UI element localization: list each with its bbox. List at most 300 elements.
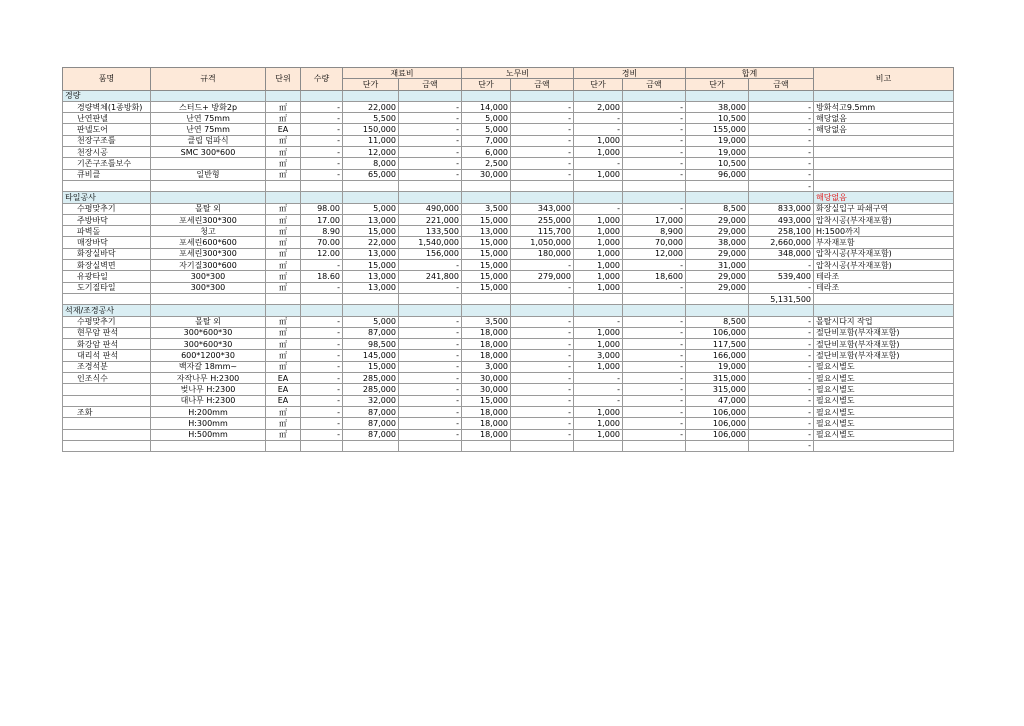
cell-item[interactable]: 매장바닥 (63, 237, 151, 248)
cell-expense-unit-price[interactable]: 1,000 (574, 135, 623, 146)
cell-qty[interactable]: - (301, 147, 343, 158)
header-material[interactable]: 재료비 (343, 68, 462, 79)
section-title[interactable]: 석재/조경공사 (63, 305, 151, 316)
cell-labor-amount[interactable]: - (511, 406, 574, 417)
cell-item[interactable]: 기존구조틀보수 (63, 158, 151, 169)
cell-material-amount[interactable]: 156,000 (399, 248, 462, 259)
cell-expense-unit-price[interactable]: - (574, 373, 623, 384)
cell-item[interactable] (63, 429, 151, 440)
cell-spec[interactable]: 600*1200*30 (151, 350, 266, 361)
cell-total-unit-price[interactable]: 10,500 (686, 113, 749, 124)
cell-note[interactable]: 절단비포함(부자재포함) (814, 350, 954, 361)
cell-unit[interactable]: ㎡ (266, 101, 301, 112)
cell-material-amount[interactable]: - (399, 373, 462, 384)
cell-material-unit-price[interactable]: 15,000 (343, 361, 399, 372)
cell-unit[interactable]: ㎡ (266, 361, 301, 372)
cell-labor-unit-price[interactable]: 5,000 (462, 113, 511, 124)
cell-total-amount[interactable]: - (749, 418, 814, 429)
cell-unit[interactable]: ㎡ (266, 158, 301, 169)
cell-qty[interactable]: - (301, 406, 343, 417)
empty-cell[interactable] (343, 305, 399, 316)
cell-material-unit-price[interactable]: 5,000 (343, 203, 399, 214)
empty-cell[interactable] (266, 192, 301, 203)
cell-total-amount[interactable]: - (749, 282, 814, 293)
cell-material-unit-price[interactable]: 87,000 (343, 327, 399, 338)
cell-expense-unit-price[interactable]: 1,000 (574, 260, 623, 271)
cell-expense-amount[interactable]: - (623, 113, 686, 124)
cell-total-amount[interactable]: 2,660,000 (749, 237, 814, 248)
cell-unit[interactable]: ㎡ (266, 418, 301, 429)
cell-note[interactable] (814, 158, 954, 169)
cell-total-unit-price[interactable]: 29,000 (686, 226, 749, 237)
empty-cell[interactable] (151, 192, 266, 203)
cell-labor-amount[interactable]: - (511, 429, 574, 440)
empty-cell[interactable] (511, 305, 574, 316)
cell-expense-unit-price[interactable]: - (574, 384, 623, 395)
cell-note[interactable]: 필요시별도 (814, 418, 954, 429)
empty-cell[interactable] (462, 180, 511, 191)
cell-spec[interactable]: H:300mm (151, 418, 266, 429)
empty-cell[interactable] (399, 305, 462, 316)
cell-note[interactable] (814, 169, 954, 180)
cell-expense-amount[interactable]: - (623, 147, 686, 158)
cell-material-amount[interactable]: - (399, 384, 462, 395)
cell-labor-unit-price[interactable]: 30,000 (462, 373, 511, 384)
cell-spec[interactable]: 난연 75mm (151, 113, 266, 124)
cell-total-unit-price[interactable]: 19,000 (686, 361, 749, 372)
cell-total-amount[interactable]: - (749, 135, 814, 146)
cell-labor-unit-price[interactable]: 15,000 (462, 237, 511, 248)
cell-spec[interactable]: H:500mm (151, 429, 266, 440)
cell-spec[interactable]: 포세린300*300 (151, 248, 266, 259)
cell-labor-unit-price[interactable]: 3,500 (462, 316, 511, 327)
cell-expense-amount[interactable]: - (623, 373, 686, 384)
cell-material-amount[interactable]: - (399, 124, 462, 135)
cell-total-amount[interactable]: - (749, 147, 814, 158)
cell-note[interactable]: 압착시공(부자재포함) (814, 260, 954, 271)
cell-expense-unit-price[interactable]: - (574, 395, 623, 406)
cell-labor-unit-price[interactable]: 15,000 (462, 260, 511, 271)
cell-qty[interactable]: - (301, 361, 343, 372)
cell-qty[interactable]: - (301, 158, 343, 169)
cell-material-unit-price[interactable]: 32,000 (343, 395, 399, 406)
empty-cell[interactable] (511, 192, 574, 203)
cell-material-unit-price[interactable]: 12,000 (343, 147, 399, 158)
cell-expense-unit-price[interactable]: 3,000 (574, 350, 623, 361)
cell-expense-unit-price[interactable]: 1,000 (574, 226, 623, 237)
cell-note[interactable]: 필요시별도 (814, 361, 954, 372)
empty-cell[interactable] (623, 180, 686, 191)
empty-cell[interactable] (343, 180, 399, 191)
cell-material-amount[interactable]: - (399, 169, 462, 180)
cell-expense-amount[interactable]: 70,000 (623, 237, 686, 248)
cell-expense-unit-price[interactable]: - (574, 113, 623, 124)
cell-expense-amount[interactable]: - (623, 350, 686, 361)
cell-total-unit-price[interactable]: 96,000 (686, 169, 749, 180)
cell-expense-unit-price[interactable]: 1,000 (574, 327, 623, 338)
cell-qty[interactable]: 70.00 (301, 237, 343, 248)
header-expense-amount[interactable]: 금액 (623, 79, 686, 90)
header-labor-unit-price[interactable]: 단가 (462, 79, 511, 90)
cell-labor-amount[interactable]: - (511, 418, 574, 429)
cell-expense-unit-price[interactable]: 1,000 (574, 147, 623, 158)
cell-material-amount[interactable]: - (399, 113, 462, 124)
cell-spec[interactable]: 300*600*30 (151, 339, 266, 350)
empty-cell[interactable] (343, 293, 399, 304)
empty-cell[interactable] (151, 305, 266, 316)
cell-spec[interactable]: 난연 75mm (151, 124, 266, 135)
cell-material-amount[interactable]: - (399, 418, 462, 429)
cell-total-amount[interactable]: - (749, 395, 814, 406)
cell-labor-unit-price[interactable]: 30,000 (462, 384, 511, 395)
empty-cell[interactable] (574, 90, 623, 101)
empty-cell[interactable] (151, 90, 266, 101)
header-labor-amount[interactable]: 금액 (511, 79, 574, 90)
cell-expense-amount[interactable]: 17,000 (623, 214, 686, 225)
empty-cell[interactable] (511, 293, 574, 304)
cell-total-unit-price[interactable]: 29,000 (686, 214, 749, 225)
cell-note[interactable]: 압착시공(부자재포함) (814, 214, 954, 225)
cell-labor-unit-price[interactable]: 3,500 (462, 203, 511, 214)
cell-item[interactable] (63, 395, 151, 406)
cell-total-unit-price[interactable]: 29,000 (686, 248, 749, 259)
cell-unit[interactable]: EA (266, 124, 301, 135)
cell-item[interactable]: 조경석분 (63, 361, 151, 372)
cell-item[interactable]: 인조식수 (63, 373, 151, 384)
empty-cell[interactable] (343, 90, 399, 101)
empty-cell[interactable] (749, 192, 814, 203)
cell-qty[interactable]: - (301, 260, 343, 271)
cell-note[interactable]: 절단비포함(부자재포함) (814, 327, 954, 338)
cell-material-unit-price[interactable]: 285,000 (343, 373, 399, 384)
cell-material-unit-price[interactable]: 13,000 (343, 248, 399, 259)
cell-labor-unit-price[interactable]: 18,000 (462, 418, 511, 429)
cell-labor-unit-price[interactable]: 7,000 (462, 135, 511, 146)
cell-spec[interactable]: 300*300 (151, 282, 266, 293)
cell-total-amount[interactable]: - (749, 158, 814, 169)
cell-labor-unit-price[interactable]: 6,000 (462, 147, 511, 158)
cell-unit[interactable]: ㎡ (266, 350, 301, 361)
empty-cell[interactable] (686, 90, 749, 101)
cell-expense-unit-price[interactable]: 1,000 (574, 214, 623, 225)
empty-cell[interactable] (814, 293, 954, 304)
empty-cell[interactable] (749, 305, 814, 316)
cell-total-amount[interactable]: - (749, 373, 814, 384)
cell-labor-unit-price[interactable]: 18,000 (462, 429, 511, 440)
empty-cell[interactable] (462, 192, 511, 203)
cell-total-unit-price[interactable]: 38,000 (686, 101, 749, 112)
cell-total-amount[interactable]: - (749, 101, 814, 112)
cell-material-unit-price[interactable]: 5,500 (343, 113, 399, 124)
cell-total-amount[interactable]: 348,000 (749, 248, 814, 259)
cell-labor-amount[interactable]: - (511, 135, 574, 146)
header-spec[interactable]: 규격 (151, 68, 266, 91)
cell-expense-amount[interactable]: - (623, 406, 686, 417)
cell-total-unit-price[interactable]: 106,000 (686, 406, 749, 417)
cell-material-unit-price[interactable]: 145,000 (343, 350, 399, 361)
cell-labor-unit-price[interactable]: 15,000 (462, 395, 511, 406)
empty-cell[interactable] (511, 180, 574, 191)
cell-qty[interactable]: - (301, 135, 343, 146)
cell-material-unit-price[interactable]: 13,000 (343, 271, 399, 282)
cell-item[interactable]: 수평맞추기 (63, 203, 151, 214)
cell-labor-unit-price[interactable]: 15,000 (462, 282, 511, 293)
cell-note[interactable]: 필요시별도 (814, 406, 954, 417)
cell-expense-amount[interactable]: - (623, 124, 686, 135)
header-total[interactable]: 합계 (686, 68, 814, 79)
cell-total-unit-price[interactable]: 19,000 (686, 135, 749, 146)
empty-cell[interactable] (686, 180, 749, 191)
cell-qty[interactable]: 8.90 (301, 226, 343, 237)
cell-labor-amount[interactable]: - (511, 260, 574, 271)
cell-note[interactable]: H:1500까지 (814, 226, 954, 237)
cell-material-unit-price[interactable]: 65,000 (343, 169, 399, 180)
empty-cell[interactable] (623, 192, 686, 203)
cell-note[interactable]: 테라조 (814, 271, 954, 282)
cell-unit[interactable]: ㎡ (266, 135, 301, 146)
cell-total-unit-price[interactable]: 29,000 (686, 282, 749, 293)
cell-total-unit-price[interactable]: 106,000 (686, 418, 749, 429)
empty-cell[interactable] (151, 180, 266, 191)
cell-item[interactable]: 도기질타일 (63, 282, 151, 293)
cell-total-unit-price[interactable]: 8,500 (686, 316, 749, 327)
cell-item[interactable]: 큐비클 (63, 169, 151, 180)
cell-spec[interactable]: 몰탈 외 (151, 203, 266, 214)
cell-expense-amount[interactable]: - (623, 169, 686, 180)
empty-cell[interactable] (462, 90, 511, 101)
empty-cell[interactable] (301, 180, 343, 191)
cell-material-unit-price[interactable]: 8,000 (343, 158, 399, 169)
cell-spec[interactable]: 자작나무 H:2300 (151, 373, 266, 384)
empty-cell[interactable] (623, 305, 686, 316)
empty-cell[interactable] (301, 90, 343, 101)
cell-labor-amount[interactable]: - (511, 282, 574, 293)
cell-qty[interactable]: - (301, 327, 343, 338)
cell-total-unit-price[interactable]: 166,000 (686, 350, 749, 361)
empty-cell[interactable] (574, 180, 623, 191)
cell-labor-amount[interactable]: - (511, 361, 574, 372)
cell-total-amount[interactable]: - (749, 316, 814, 327)
cell-total-unit-price[interactable]: 155,000 (686, 124, 749, 135)
empty-cell[interactable] (343, 440, 399, 451)
cell-total-amount[interactable]: - (749, 384, 814, 395)
cell-labor-amount[interactable]: - (511, 339, 574, 350)
header-total-unit-price[interactable]: 단가 (686, 79, 749, 90)
cell-note[interactable]: 몰탈시다지 작업 (814, 316, 954, 327)
cell-note[interactable]: 필요시별도 (814, 395, 954, 406)
cell-qty[interactable]: - (301, 316, 343, 327)
cell-expense-amount[interactable]: - (623, 203, 686, 214)
cell-note[interactable] (814, 147, 954, 158)
cell-expense-amount[interactable]: - (623, 418, 686, 429)
cell-spec[interactable]: 청고 (151, 226, 266, 237)
cell-total-amount[interactable]: - (749, 350, 814, 361)
cell-expense-amount[interactable]: - (623, 158, 686, 169)
cell-material-unit-price[interactable]: 87,000 (343, 429, 399, 440)
cell-expense-amount[interactable]: - (623, 260, 686, 271)
empty-cell[interactable] (686, 192, 749, 203)
cell-material-amount[interactable]: - (399, 429, 462, 440)
section-note[interactable]: 해당없음 (814, 192, 954, 203)
cell-qty[interactable]: 17.00 (301, 214, 343, 225)
cell-spec[interactable]: 클립 덤파식 (151, 135, 266, 146)
cell-item[interactable]: 천장구조틀 (63, 135, 151, 146)
empty-cell[interactable] (511, 90, 574, 101)
cell-labor-amount[interactable]: 180,000 (511, 248, 574, 259)
cell-expense-amount[interactable]: - (623, 101, 686, 112)
cell-spec[interactable]: 백자갈 18mm~ (151, 361, 266, 372)
cell-expense-amount[interactable]: - (623, 384, 686, 395)
header-expense[interactable]: 경비 (574, 68, 686, 79)
cell-total-amount[interactable]: 258,100 (749, 226, 814, 237)
empty-cell[interactable] (462, 305, 511, 316)
cell-expense-unit-price[interactable]: - (574, 203, 623, 214)
cell-note[interactable]: 부자재포함 (814, 237, 954, 248)
cell-spec[interactable]: H:200mm (151, 406, 266, 417)
cell-material-amount[interactable]: 490,000 (399, 203, 462, 214)
cell-expense-amount[interactable]: - (623, 361, 686, 372)
cell-material-unit-price[interactable]: 22,000 (343, 101, 399, 112)
cell-expense-amount[interactable]: - (623, 339, 686, 350)
cell-spec[interactable]: 몰탈 외 (151, 316, 266, 327)
header-note[interactable]: 비고 (814, 68, 954, 91)
empty-cell[interactable] (574, 293, 623, 304)
cell-unit[interactable]: ㎡ (266, 214, 301, 225)
cell-material-amount[interactable]: - (399, 339, 462, 350)
cell-labor-amount[interactable]: - (511, 113, 574, 124)
cell-total-unit-price[interactable]: 8,500 (686, 203, 749, 214)
empty-cell[interactable] (399, 192, 462, 203)
cell-total-unit-price[interactable]: 106,000 (686, 429, 749, 440)
header-material-unit-price[interactable]: 단가 (343, 79, 399, 90)
section-title[interactable]: 경량 (63, 90, 151, 101)
cell-qty[interactable]: - (301, 339, 343, 350)
empty-cell[interactable] (462, 293, 511, 304)
cell-unit[interactable]: ㎡ (266, 339, 301, 350)
cell-expense-unit-price[interactable]: 1,000 (574, 339, 623, 350)
cell-material-amount[interactable]: - (399, 147, 462, 158)
cell-total-amount[interactable]: - (749, 169, 814, 180)
cell-labor-unit-price[interactable]: 3,000 (462, 361, 511, 372)
cell-labor-unit-price[interactable]: 2,500 (462, 158, 511, 169)
cell-qty[interactable]: - (301, 124, 343, 135)
cell-note[interactable]: 방화석고9.5mm (814, 101, 954, 112)
cell-labor-unit-price[interactable]: 18,000 (462, 327, 511, 338)
cell-expense-unit-price[interactable]: 1,000 (574, 169, 623, 180)
cell-total-amount[interactable]: - (749, 361, 814, 372)
cell-labor-amount[interactable]: 279,000 (511, 271, 574, 282)
cell-item[interactable]: 경량벽체(1종방화) (63, 101, 151, 112)
cell-total-amount[interactable]: - (749, 260, 814, 271)
cell-labor-amount[interactable]: - (511, 350, 574, 361)
cell-spec[interactable]: 일반형 (151, 169, 266, 180)
cell-spec[interactable] (151, 158, 266, 169)
empty-cell[interactable] (63, 293, 151, 304)
cell-spec[interactable]: 자기질300*600 (151, 260, 266, 271)
cell-material-amount[interactable]: - (399, 135, 462, 146)
cell-expense-unit-price[interactable]: 1,000 (574, 361, 623, 372)
cell-item[interactable]: 화장실바닥 (63, 248, 151, 259)
cell-total-amount[interactable]: 833,000 (749, 203, 814, 214)
cell-labor-amount[interactable]: - (511, 395, 574, 406)
cell-material-amount[interactable]: - (399, 158, 462, 169)
cell-note[interactable]: 필요시별도 (814, 384, 954, 395)
empty-cell[interactable] (266, 440, 301, 451)
cell-spec[interactable]: 벚나무 H:2300 (151, 384, 266, 395)
cell-labor-unit-price[interactable]: 15,000 (462, 248, 511, 259)
cell-qty[interactable]: - (301, 113, 343, 124)
cell-expense-amount[interactable]: 8,900 (623, 226, 686, 237)
cell-material-amount[interactable]: - (399, 282, 462, 293)
cell-item[interactable]: 현무암 판석 (63, 327, 151, 338)
cell-unit[interactable]: ㎡ (266, 237, 301, 248)
empty-cell[interactable] (574, 192, 623, 203)
empty-cell[interactable] (511, 440, 574, 451)
cell-unit[interactable]: ㎡ (266, 260, 301, 271)
cell-qty[interactable]: - (301, 429, 343, 440)
cell-item[interactable]: 조화 (63, 406, 151, 417)
cell-unit[interactable]: ㎡ (266, 429, 301, 440)
empty-cell[interactable] (399, 180, 462, 191)
cell-material-amount[interactable]: - (399, 361, 462, 372)
cell-unit[interactable]: ㎡ (266, 271, 301, 282)
cell-total-unit-price[interactable]: 19,000 (686, 147, 749, 158)
cell-labor-amount[interactable]: - (511, 169, 574, 180)
empty-cell[interactable] (63, 180, 151, 191)
cell-material-unit-price[interactable]: 15,000 (343, 226, 399, 237)
cell-material-unit-price[interactable]: 87,000 (343, 406, 399, 417)
header-total-amount[interactable]: 금액 (749, 79, 814, 90)
cell-material-unit-price[interactable]: 13,000 (343, 282, 399, 293)
cell-labor-amount[interactable]: - (511, 158, 574, 169)
empty-cell[interactable] (686, 293, 749, 304)
empty-cell[interactable] (814, 180, 954, 191)
cell-material-amount[interactable]: 241,800 (399, 271, 462, 282)
cell-material-unit-price[interactable]: 22,000 (343, 237, 399, 248)
cell-unit[interactable]: EA (266, 395, 301, 406)
cell-qty[interactable]: 12.00 (301, 248, 343, 259)
cell-labor-amount[interactable]: - (511, 384, 574, 395)
cell-unit[interactable]: ㎡ (266, 226, 301, 237)
cell-labor-amount[interactable]: 255,000 (511, 214, 574, 225)
empty-cell[interactable] (749, 90, 814, 101)
cell-item[interactable]: 유광타일 (63, 271, 151, 282)
cell-labor-unit-price[interactable]: 15,000 (462, 214, 511, 225)
empty-cell[interactable] (266, 305, 301, 316)
empty-cell[interactable] (814, 90, 954, 101)
empty-cell[interactable] (686, 440, 749, 451)
cell-spec[interactable]: SMC 300*600 (151, 147, 266, 158)
cell-material-amount[interactable]: - (399, 260, 462, 271)
cell-spec[interactable]: 포세린300*300 (151, 214, 266, 225)
cell-total-unit-price[interactable]: 47,000 (686, 395, 749, 406)
cell-labor-amount[interactable]: - (511, 124, 574, 135)
cell-item[interactable]: 화장실벽면 (63, 260, 151, 271)
cell-note[interactable]: 테라조 (814, 282, 954, 293)
cell-total-amount[interactable]: 493,000 (749, 214, 814, 225)
empty-cell[interactable] (399, 440, 462, 451)
cell-note[interactable]: 필요시별도 (814, 373, 954, 384)
cell-material-amount[interactable]: - (399, 327, 462, 338)
empty-cell[interactable] (343, 192, 399, 203)
cell-item[interactable]: 난연판넬 (63, 113, 151, 124)
cell-labor-unit-price[interactable]: 18,000 (462, 350, 511, 361)
cell-unit[interactable]: ㎡ (266, 282, 301, 293)
cell-qty[interactable]: - (301, 373, 343, 384)
empty-cell[interactable] (623, 90, 686, 101)
cell-expense-unit-price[interactable]: 1,000 (574, 406, 623, 417)
cell-expense-unit-price[interactable]: - (574, 316, 623, 327)
